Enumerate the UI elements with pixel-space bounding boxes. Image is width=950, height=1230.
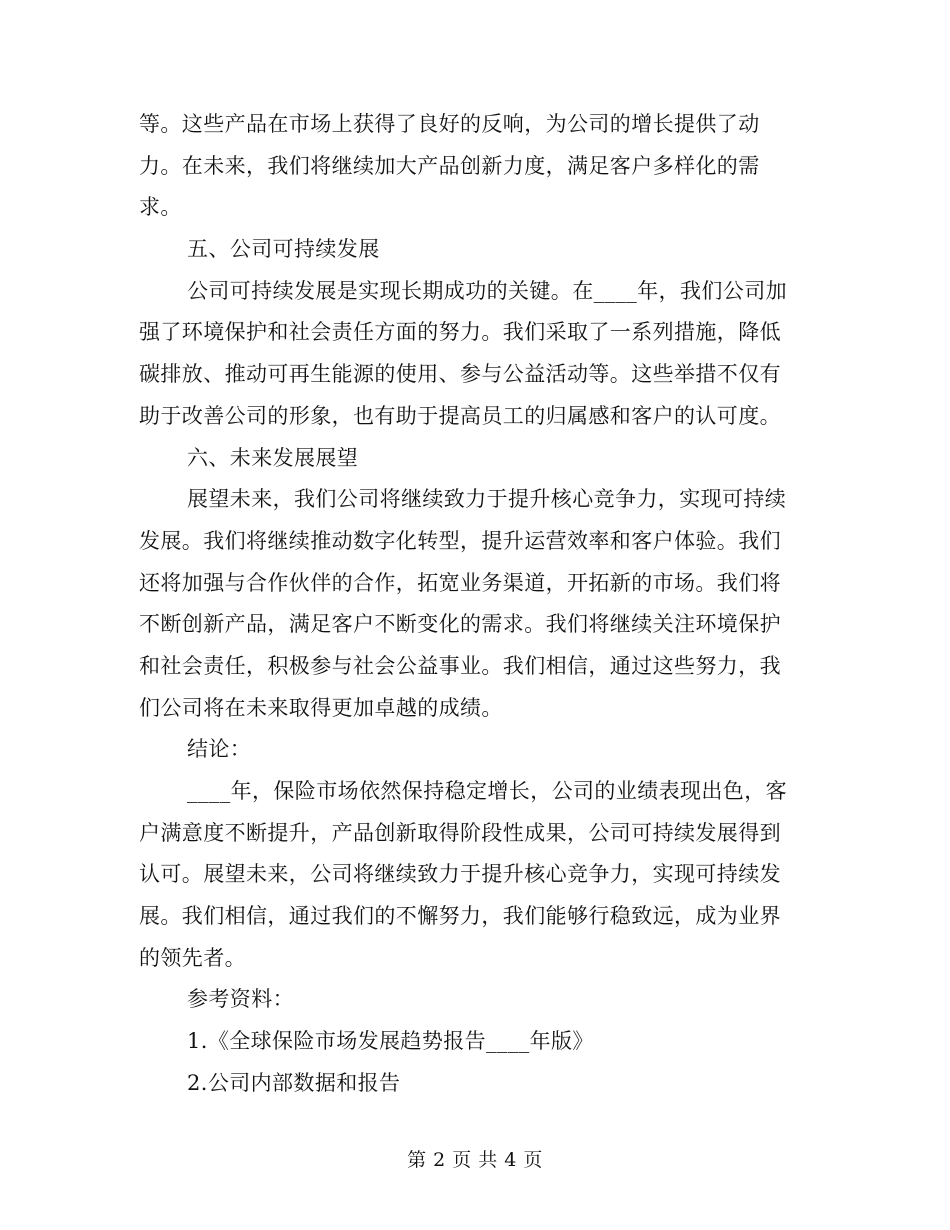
page-number-footer: 第 2 页 共 4 页 — [407, 1149, 543, 1171]
body-line: 助于改善公司的形象，也有助于提高员工的归属感和客户的认可度。 — [139, 403, 781, 428]
section-heading-outlook: 六、未来发展展望 — [187, 445, 359, 470]
body-line: 的领先者。 — [139, 945, 246, 970]
body-line: 等。这些产品在市场上获得了良好的反响，为公司的增长提供了动 — [139, 112, 760, 136]
body-line: 发展。我们将继续推动数字化转型，提升运营效率和客户体验。我们 — [139, 528, 781, 553]
body-line: 不断创新产品，满足客户不断变化的需求。我们将继续关注环境保护 — [139, 612, 781, 637]
section-heading-references: 参考资料： — [187, 987, 294, 1012]
body-line: 碳排放、推动可再生能源的使用、参与公益活动等。这些举措不仅有 — [139, 362, 781, 387]
reference-item: 1.《全球保险市场发展趋势报告____年版》 — [187, 1029, 594, 1054]
body-line: 强了环境保护和社会责任方面的努力。我们采取了一系列措施，降低 — [139, 320, 781, 345]
body-line: 求。 — [139, 195, 182, 220]
reference-item: 2.公司内部数据和报告 — [187, 1070, 401, 1095]
body-line: 展望未来，我们公司将继续致力于提升核心竞争力，实现可持续 — [187, 487, 787, 512]
body-line: 还将加强与合作伙伴的合作，拓宽业务渠道，开拓新的市场。我们将 — [139, 570, 781, 595]
section-heading-sustainability: 五、公司可持续发展 — [187, 237, 380, 262]
body-line: 展。我们相信，通过我们的不懈努力，我们能够行稳致远，成为业界 — [139, 904, 781, 929]
body-line: 们公司将在未来取得更加卓越的成绩。 — [139, 695, 503, 720]
body-line: ____年，保险市场依然保持稳定增长，公司的业绩表现出色，客 — [187, 779, 787, 803]
body-line: 户满意度不断提升，产品创新取得阶段性成果，公司可持续发展得到 — [139, 820, 781, 845]
document-body — [139, 104, 803, 1105]
body-line: 和社会责任，积极参与社会公益事业。我们相信，通过这些努力，我 — [139, 653, 781, 678]
body-line: 认可。展望未来，公司将继续致力于提升核心竞争力，实现可持续发 — [139, 862, 781, 887]
body-line: 公司可持续发展是实现长期成功的关键。在____年，我们公司加 — [187, 278, 787, 303]
section-heading-conclusion: 结论： — [187, 737, 252, 762]
body-line: 力。在未来，我们将继续加大产品创新力度，满足客户多样化的需 — [139, 153, 760, 178]
